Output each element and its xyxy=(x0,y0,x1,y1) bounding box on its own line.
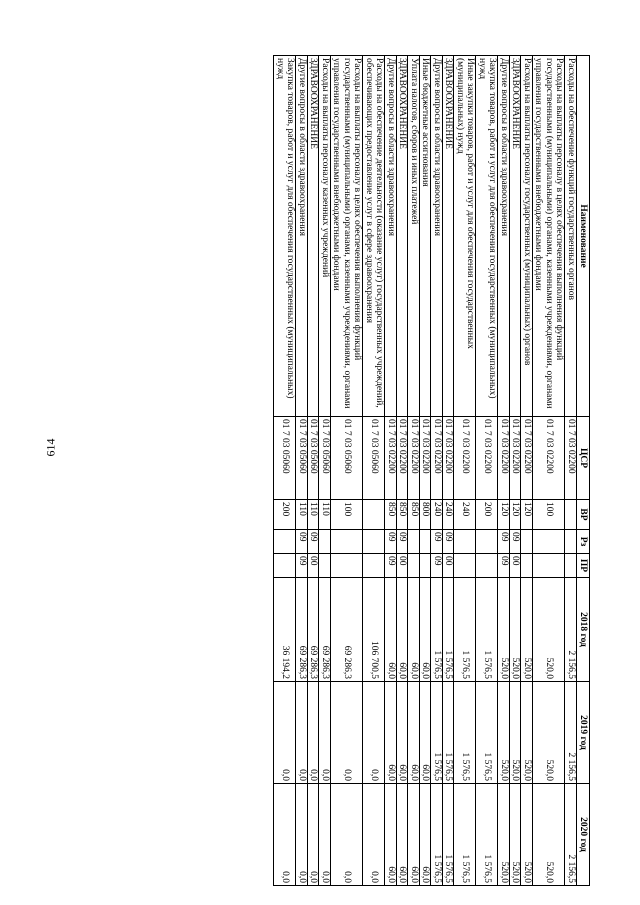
cell-rz xyxy=(533,530,566,554)
cell-pr: 00 xyxy=(397,554,409,578)
cell-2018: 69 286,3 xyxy=(331,578,364,682)
cell-2019: 520,0 xyxy=(510,682,522,784)
cell-rz: 09 xyxy=(498,530,510,554)
cell-2018: 1 576,5 xyxy=(454,578,476,682)
cell-rz: 09 xyxy=(431,530,443,554)
budget-table xyxy=(274,55,591,886)
cell-2018: 106 700,5 xyxy=(363,578,385,682)
cell-2019: 60,0 xyxy=(408,682,420,784)
cell-vr: 200 xyxy=(274,500,296,530)
cell-vr: 240 xyxy=(431,500,443,530)
cell-2019: 0,0 xyxy=(296,682,308,784)
cell-name: ЗДРАВООХРАНЕНИЕ xyxy=(443,56,455,417)
cell-vr: 850 xyxy=(397,500,409,530)
cell-2019: 520,0 xyxy=(533,682,566,784)
cell-2019: 520,0 xyxy=(498,682,510,784)
table-row xyxy=(510,56,522,886)
cell-pr: 09 xyxy=(296,554,308,578)
cell-2019: 2 156,5 xyxy=(565,682,577,784)
cell-rz xyxy=(521,530,533,554)
header-name: Наименование xyxy=(577,56,590,417)
cell-name: Закупка товаров, работ и услуг для обеспечения государственных (муниципальных) нужд xyxy=(274,56,296,417)
cell-2019: 0,0 xyxy=(331,682,364,784)
header-csr: ЦСР xyxy=(577,417,590,500)
cell-csr: 01 7 03 05060 xyxy=(363,417,385,500)
cell-csr: 01 7 03 05060 xyxy=(274,417,296,500)
cell-2019: 60,0 xyxy=(385,682,397,784)
cell-2019: 1 576,5 xyxy=(454,682,476,784)
cell-name: ЗДРАВООХРАНЕНИЕ xyxy=(308,56,320,417)
cell-2020: 520,0 xyxy=(521,784,533,886)
cell-rz xyxy=(363,530,385,554)
cell-rz xyxy=(331,530,364,554)
cell-csr: 01 7 03 02200 xyxy=(408,417,420,500)
cell-2020: 2 156,5 xyxy=(565,784,577,886)
cell-name: Иные закупки товаров, работ и услуг для обеспечения государственных (муниципальных) нужд xyxy=(454,56,476,417)
cell-vr: 200 xyxy=(476,500,498,530)
cell-2019: 1 576,5 xyxy=(476,682,498,784)
cell-2020: 0,0 xyxy=(319,784,331,886)
table-row xyxy=(565,56,577,886)
table-row xyxy=(521,56,533,886)
cell-2019: 1 576,5 xyxy=(443,682,455,784)
cell-rz: 09 xyxy=(397,530,409,554)
cell-pr: 09 xyxy=(431,554,443,578)
cell-2020: 1 576,5 xyxy=(454,784,476,886)
cell-pr xyxy=(420,554,432,578)
table-row xyxy=(363,56,385,886)
cell-2020: 60,0 xyxy=(420,784,432,886)
table-header-row xyxy=(577,56,590,886)
cell-2018: 1 576,5 xyxy=(431,578,443,682)
cell-name: Другие вопросы в области здравоохранения xyxy=(296,56,308,417)
cell-2020: 1 576,5 xyxy=(431,784,443,886)
cell-vr: 100 xyxy=(331,500,364,530)
cell-2018: 69 286,3 xyxy=(296,578,308,682)
cell-name: Расходы на выплаты персоналу в целях обеспечения выполнения функций государственными (муниципальными) органами, казенными учреждениями, органами управления государственными внебюджетными фондами xyxy=(533,56,566,417)
cell-rz xyxy=(319,530,331,554)
cell-name: Другие вопросы в области здравоохранения xyxy=(385,56,397,417)
header-2018: 2018 год xyxy=(577,578,590,682)
cell-2019: 0,0 xyxy=(319,682,331,784)
cell-csr: 01 7 03 05060 xyxy=(308,417,320,500)
cell-vr: 120 xyxy=(510,500,522,530)
cell-rz: 09 xyxy=(296,530,308,554)
cell-csr: 01 7 03 02200 xyxy=(431,417,443,500)
cell-2020: 1 576,5 xyxy=(443,784,455,886)
header-2020: 2020 год xyxy=(577,784,590,886)
cell-rz xyxy=(454,530,476,554)
cell-2018: 2 156,5 xyxy=(565,578,577,682)
cell-pr xyxy=(363,554,385,578)
table-row xyxy=(331,56,364,886)
cell-csr: 01 7 03 02200 xyxy=(385,417,397,500)
cell-2019: 1 576,5 xyxy=(431,682,443,784)
cell-2018: 520,0 xyxy=(498,578,510,682)
header-pr: ПР xyxy=(577,554,590,578)
cell-csr: 01 7 03 05060 xyxy=(296,417,308,500)
cell-vr: 240 xyxy=(454,500,476,530)
cell-pr xyxy=(408,554,420,578)
cell-pr xyxy=(533,554,566,578)
cell-pr xyxy=(454,554,476,578)
table-row xyxy=(476,56,498,886)
cell-pr: 00 xyxy=(510,554,522,578)
cell-csr: 01 7 03 05060 xyxy=(319,417,331,500)
cell-2020: 0,0 xyxy=(363,784,385,886)
cell-vr: 240 xyxy=(443,500,455,530)
cell-2020: 60,0 xyxy=(385,784,397,886)
cell-2018: 69 286,3 xyxy=(319,578,331,682)
cell-2019: 60,0 xyxy=(420,682,432,784)
rotated-page-content xyxy=(90,55,590,885)
table-row xyxy=(533,56,566,886)
table-body xyxy=(274,56,577,886)
cell-2019: 0,0 xyxy=(274,682,296,784)
cell-csr: 01 7 03 02200 xyxy=(521,417,533,500)
cell-2020: 60,0 xyxy=(408,784,420,886)
cell-vr: 850 xyxy=(385,500,397,530)
cell-name: Расходы на выплаты персоналу в целях обеспечения выполнения функций государственными (муниципальными) органами, казенными учреждениями, органами управления государственными внебюджетными фондами xyxy=(331,56,364,417)
cell-rz xyxy=(408,530,420,554)
table-row xyxy=(443,56,455,886)
table-row xyxy=(397,56,409,886)
cell-name: Иные бюджетные ассигнования xyxy=(420,56,432,417)
cell-name: Уплата налогов, сборов и иных платежей xyxy=(408,56,420,417)
cell-csr: 01 7 03 02200 xyxy=(476,417,498,500)
cell-name: ЗДРАВООХРАНЕНИЕ xyxy=(397,56,409,417)
cell-vr: 120 xyxy=(521,500,533,530)
cell-pr: 00 xyxy=(443,554,455,578)
cell-name: Закупка товаров, работ и услуг для обеспечения государственных (муниципальных) нужд xyxy=(476,56,498,417)
cell-vr xyxy=(565,500,577,530)
cell-vr: 110 xyxy=(308,500,320,530)
cell-name: Другие вопросы в области здравоохранения xyxy=(431,56,443,417)
cell-2020: 60,0 xyxy=(397,784,409,886)
cell-vr: 110 xyxy=(296,500,308,530)
table-row xyxy=(319,56,331,886)
cell-rz: 09 xyxy=(443,530,455,554)
cell-rz: 09 xyxy=(385,530,397,554)
cell-vr: 120 xyxy=(498,500,510,530)
cell-2018: 520,0 xyxy=(510,578,522,682)
cell-2018: 1 576,5 xyxy=(443,578,455,682)
cell-2018: 60,0 xyxy=(420,578,432,682)
cell-vr: 110 xyxy=(319,500,331,530)
cell-2019: 60,0 xyxy=(397,682,409,784)
page-number: 614 xyxy=(43,438,58,457)
cell-2018: 69 286,3 xyxy=(308,578,320,682)
cell-pr xyxy=(274,554,296,578)
cell-csr: 01 7 03 02200 xyxy=(397,417,409,500)
cell-2018: 60,0 xyxy=(408,578,420,682)
cell-name: Расходы на выплаты персоналу государственных (муниципальных) органов xyxy=(521,56,533,417)
cell-2020: 0,0 xyxy=(308,784,320,886)
cell-2019: 520,0 xyxy=(521,682,533,784)
cell-2019: 0,0 xyxy=(363,682,385,784)
cell-name: ЗДРАВООХРАНЕНИЕ xyxy=(510,56,522,417)
cell-csr: 01 7 03 02200 xyxy=(454,417,476,500)
cell-pr xyxy=(319,554,331,578)
cell-rz xyxy=(420,530,432,554)
cell-2020: 520,0 xyxy=(498,784,510,886)
cell-2018: 36 194,2 xyxy=(274,578,296,682)
header-rz: Рз xyxy=(577,530,590,554)
cell-rz xyxy=(565,530,577,554)
table-row xyxy=(408,56,420,886)
cell-name: Расходы на обеспечение функций государственных органов xyxy=(565,56,577,417)
cell-csr: 01 7 03 02200 xyxy=(420,417,432,500)
cell-name: Расходы на выплаты персоналу казенных учреждений xyxy=(319,56,331,417)
cell-2020: 520,0 xyxy=(533,784,566,886)
cell-pr: 00 xyxy=(308,554,320,578)
cell-2020: 0,0 xyxy=(274,784,296,886)
cell-2020: 520,0 xyxy=(510,784,522,886)
header-2019: 2019 год xyxy=(577,682,590,784)
cell-csr: 01 7 03 02200 xyxy=(533,417,566,500)
cell-vr: 850 xyxy=(408,500,420,530)
cell-2020: 0,0 xyxy=(331,784,364,886)
cell-csr: 01 7 03 02200 xyxy=(510,417,522,500)
cell-pr: 09 xyxy=(498,554,510,578)
header-vr: ВР xyxy=(577,500,590,530)
cell-2018: 520,0 xyxy=(521,578,533,682)
table-row xyxy=(385,56,397,886)
cell-rz: 09 xyxy=(308,530,320,554)
cell-vr xyxy=(363,500,385,530)
table-row xyxy=(308,56,320,886)
cell-rz: 09 xyxy=(510,530,522,554)
cell-pr xyxy=(565,554,577,578)
cell-rz xyxy=(476,530,498,554)
cell-2020: 1 576,5 xyxy=(476,784,498,886)
cell-name: Другие вопросы в области здравоохранения xyxy=(498,56,510,417)
cell-2018: 520,0 xyxy=(533,578,566,682)
cell-2019: 0,0 xyxy=(308,682,320,784)
cell-rz xyxy=(274,530,296,554)
cell-csr: 01 7 03 02200 xyxy=(565,417,577,500)
cell-2018: 60,0 xyxy=(385,578,397,682)
table-row xyxy=(431,56,443,886)
table-row xyxy=(274,56,296,886)
cell-csr: 01 7 03 05060 xyxy=(331,417,364,500)
cell-csr: 01 7 03 02200 xyxy=(498,417,510,500)
cell-2020: 0,0 xyxy=(296,784,308,886)
cell-vr: 800 xyxy=(420,500,432,530)
cell-pr xyxy=(331,554,364,578)
cell-pr xyxy=(476,554,498,578)
cell-pr: 09 xyxy=(385,554,397,578)
cell-pr xyxy=(521,554,533,578)
table-row xyxy=(498,56,510,886)
cell-name: Расходы на обеспечение деятельности (оказание услуг) государственных учреждений, обеспечивающих предоставление услуг в сфере здравоохранения xyxy=(363,56,385,417)
cell-2018: 60,0 xyxy=(397,578,409,682)
cell-vr: 100 xyxy=(533,500,566,530)
table-row xyxy=(420,56,432,886)
cell-2018: 1 576,5 xyxy=(476,578,498,682)
cell-csr: 01 7 03 02200 xyxy=(443,417,455,500)
table-row xyxy=(296,56,308,886)
table-row xyxy=(454,56,476,886)
